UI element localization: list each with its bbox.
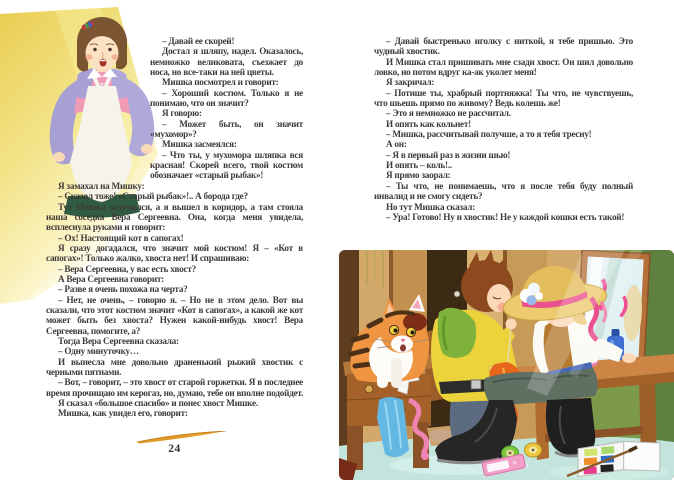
paragraph: – Это я немножко не рассчитал. xyxy=(386,108,511,119)
text-wrap-spacer xyxy=(46,36,150,172)
paragraph: – Я в первый раз в жизни шью! xyxy=(386,149,511,160)
paragraph: Тут Мишка задумался, а я вышел в коридор, а там стояла наша соседка Вера Сергеевна. Она, когда меня увидела, всплеснула руками и говорит: xyxy=(46,201,303,233)
paragraph: – Может быть, он значит «мухомор»? xyxy=(150,118,303,140)
paragraph: – Мишка, рассчитывай получше, а то я тебя тресну! xyxy=(386,129,592,140)
paragraph: А он: xyxy=(386,139,407,150)
paragraph: Я закричал: xyxy=(386,77,435,88)
paragraph: Мишка посмотрел и говорит: xyxy=(162,77,279,88)
paragraph: – Ура! Готово! Ну и хвостик! Не у каждой кошки есть такой! xyxy=(386,211,625,222)
paragraph: Достал я шляпу, надел. Оказалось, немножко великовата, съезжает до носа, но все-таки на ней цветы. xyxy=(150,46,303,78)
paragraph: И опять – коль!.. xyxy=(386,160,452,171)
paragraph: И вынесла мне довольно драненький рыжий хвостик с черными пятнами. xyxy=(46,356,303,377)
paragraph: – Хороший костюм. Только я не понимаю, что он значит? xyxy=(150,87,303,109)
paragraph: – Разве я очень похожа на черта? xyxy=(58,284,188,295)
paragraph: Мишка, как увидел его, говорит: xyxy=(58,408,188,419)
paragraph: – Одну минуточку… xyxy=(58,346,139,357)
paragraph: – Вот, – говорит, – это хвост от старой горжетки. Я в последнее время прочищаю им керогаз, но, думаю, тебе он вполне подойдет. xyxy=(46,377,304,398)
paragraph: – Ты что, не понимаешь, что я после тебя буду полный инвалид и не смогу сидеть? xyxy=(374,180,633,202)
sewing-scene-illustration xyxy=(339,250,674,480)
paragraph: Я говорю: xyxy=(162,108,202,119)
paragraph: – Что ты, у мухомора шляпка вся красная! Скорей всего, твой костюм обозначает «старый рыбак»! xyxy=(150,149,303,181)
paragraph: – Давай ее скорей! xyxy=(162,36,235,46)
paragraph: А Вера Сергеевна говорит: xyxy=(58,273,164,284)
paragraph: Я прямо заорал: xyxy=(386,170,451,181)
paragraph: Я сразу догадался, что значит мой костюм! Я – «Кот в сапогах»! Только жалко, хвоста нет! И спрашиваю: xyxy=(46,242,303,264)
right-page-text xyxy=(374,36,633,222)
paragraph: И опять как кольнет! xyxy=(386,118,471,129)
left-page-text xyxy=(46,36,303,419)
paragraph: Тогда Вера Сергеевна сказала: xyxy=(58,335,179,346)
paragraph: – Сказал тоже! «Старый рыбак»!.. А борода где? xyxy=(58,191,248,202)
paragraph: – Вера Сергеевна, у вас есть хвост? xyxy=(58,263,196,274)
page-footer xyxy=(46,439,303,457)
paragraph: – Давай быстренько иголку с ниткой, я тебе пришью. Это чудный хвостик. xyxy=(374,36,633,57)
paragraph: Но тут Мишка сказал: xyxy=(386,201,476,212)
paragraph: – Нет, не очень, – говорю я. – Но не в этом дело. Вот вы сказали, что этот костюм значит «Кот в сапогах», а какой же кот может быть без хвоста? Нужен какой-нибудь хвост! Вера Сергеевна, помогите, а? xyxy=(46,294,303,336)
paragraph: – Ох! Настоящий кот в сапогах! xyxy=(58,232,184,243)
paragraph: Я замахал на Мишку: xyxy=(58,180,145,191)
paragraph: И Мишка стал пришивать мне сзади хвост. Он шил довольно ловко, но потом вдруг ка-ак уколет меня! xyxy=(374,56,633,78)
paragraph: Мишка засмеялся: xyxy=(162,139,237,150)
page-number: 24 xyxy=(168,443,181,455)
paragraph: – Потише ты, храбрый портняжка! Ты что, не чувствуешь, что шьешь прямо по живому? Ведь колешь же! xyxy=(374,87,633,109)
paragraph: Я сказал «большое спасибо» и понес хвост Мишке. xyxy=(58,398,258,409)
